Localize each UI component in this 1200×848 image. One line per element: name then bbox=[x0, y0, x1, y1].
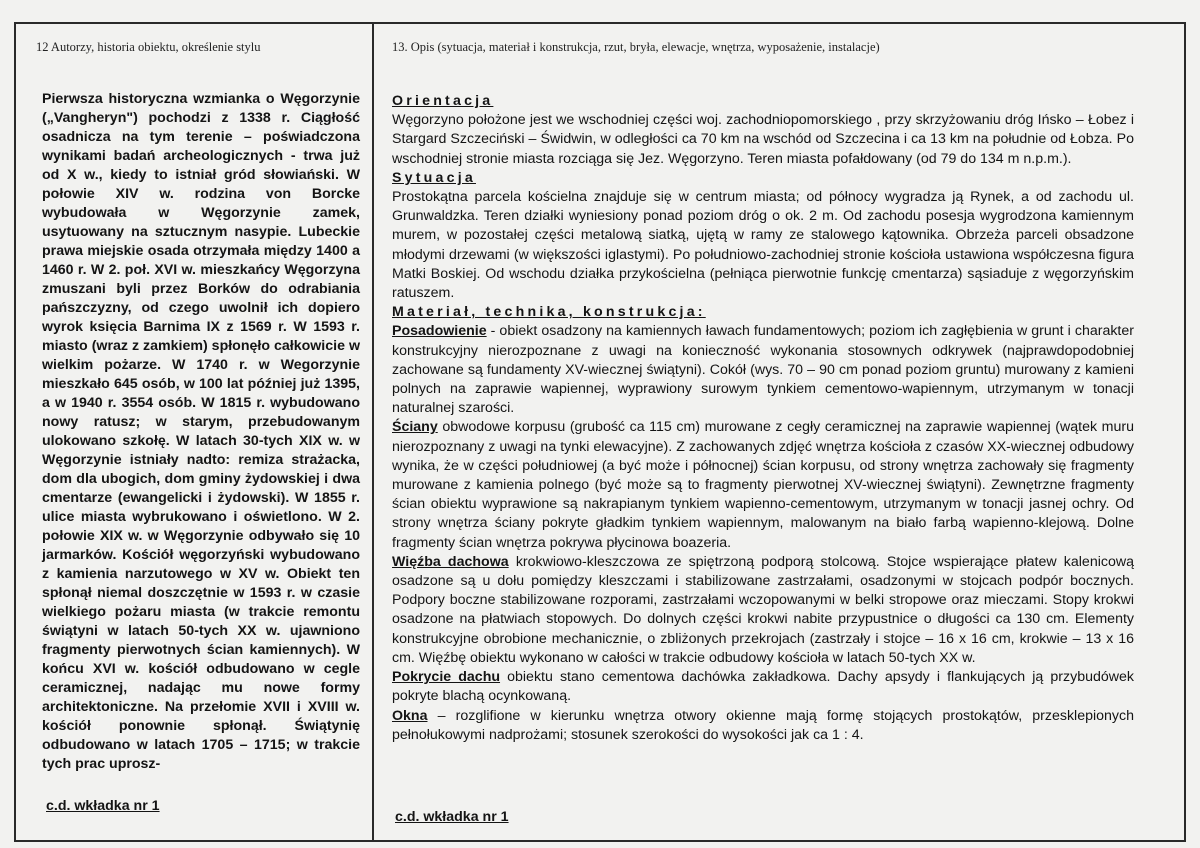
right-continued-note: c.d. wkładka nr 1 bbox=[395, 809, 509, 825]
wiezba-text: krokwiowo-kleszczowa ze spiętrzoną podporą stolcową. Stojce wspierające płatew kalenicową osadzone są u dołu pomiędzy kleszczami i stabilizowane zastrzałami, osadzonymi w stojcach podpór bocznych. Podpory boczne stabilizowane rozporami, zastrzałami wczopowanymi w belki stropowe oraz mieczami. Stopy krokwi osadzone na płatwiach stopowych. Do dolnych części krokwi nabite przypustnice o długości ca 130 cm. Elementy konstrukcyjne obrobione mechanicznie, o zbliżonych przekrojach (zastrzały i stojce – 16 x 16 cm, krokwie – 13 x 16 cm. Więźbę obiektu wykonano w całości w trakcie odbudowy kościoła w latach 50-tych XX w. bbox=[392, 553, 1134, 666]
okna-paragraph bbox=[392, 707, 1134, 745]
orientacja-text: Węgorzyno położone jest we wschodniej części woj. zachodniopomorskiego , przy skrzyżowaniu dróg Ińsko – Łobez i Stargard Szczeciński – Świdwin, w odległości ca 70 km na wschód od Szczecina i ca 13 km na południe od Łobza. Po wschodniej stronie miasta rozciąga się Jez. Węgorzyno. Teren miasta pofałdowany (od 79 do 134 m n.p.m.). bbox=[392, 112, 1134, 167]
sciany-paragraph bbox=[392, 418, 1134, 552]
sytuacja-text: Prostokątna parcela kościelna znajduje się w centrum miasta; od północy wygradza ją Rynek, a od zachodu ul. Grunwaldzka. Teren działki wyniesiony ponad poziom dróg o ok. 2 m. Od zachodu posesja wygrodzona kamiennym murem, w pozostałej części metalową siatką, ujętą w ramy ze stalowego kątownika. Obrzeża parceli obsadzone młodymi drzewami (w większości iglastymi). Po południowo-zachodniej stronie kościoła ustawiona współczesna figura Matki Boskiej. Od wschodu działka przykościelna (pełniąca pierwotnie funkcję cmentarza) sąsiaduje z węgorzyńskim ratuszem. bbox=[392, 189, 1134, 302]
left-column-header: 12 Autorzy, historia obiektu, określenie stylu bbox=[36, 40, 261, 54]
posadowienie-text: - obiekt osadzony na kamiennych ławach fundamentowych; poziom ich zagłębienia w grunt i charakter konstrukcyjny nierozpoznane z uwagi na konieczność wykonania stosownych odkrywek (najprawdopodobniej zachowane są fundamenty XV-wiecznej świątyni). Cokół (wys. 70 – 90 cm ponad poziom gruntu) murowany z kamieni polnych na zaprawie wapiennej, wyprawiony surowym tynkiem cementowo-wapiennym, utrzymanym w tonacji naturalnej szarości. bbox=[392, 323, 1134, 417]
sytuacja-heading: Sytuacja bbox=[392, 169, 476, 186]
wiezba-heading: Więźba dachowa bbox=[392, 553, 509, 570]
bottom-border bbox=[14, 840, 1186, 842]
posadowienie-heading: Posadowienie bbox=[392, 323, 487, 340]
right-column-header: 13. Opis (sytuacja, materiał i konstrukcja, rzut, bryła, elewacje, wnętrza, wyposażenie, instalacje) bbox=[392, 40, 880, 54]
okna-text: – rozglifione w kierunku wnętrza otwory okienne mają formę stojących prostokątów, przesklepionych pełnołukowymi nadprożami; stosunek szerokości do wysokości jak ca 1 : 4. bbox=[392, 707, 1134, 743]
material-heading: Materiał, technika, konstrukcja: bbox=[392, 304, 706, 321]
sciany-heading: Ściany bbox=[392, 419, 438, 436]
column-divider bbox=[372, 22, 374, 842]
posadowienie-paragraph bbox=[392, 322, 1134, 418]
right-border bbox=[1184, 22, 1186, 842]
history-text: Pierwsza historyczna wzmianka o Węgorzynie („Vangheryn") pochodzi z 1338 r. Ciągłość osadnicza na tym terenie – poświadczona wynikami badań archeologicznych - trwa już od X w., kiedy to istniał gród słowiański. W połowie XIV w. rodzina von Borcke wybudowała w Węgorzynie zamek, usytuowany na sztucznym nasypie. Lubeckie prawa miejskie osada otrzymała między 1400 a 1460 r. W 2. poł. XVI w. mieszkańcy Węgorzyna zmuszani byli przez Borków do odrabiania pańszczyzny, od czego uwolnił ich dopiero wyrok księcia Barnima IX z 1569 r. W 1593 r. miasto (wraz z zamkiem) spłonęło całkowicie w wielkim pożarze. W 1740 r. w Wegorzynie mieszkało 645 osób, w 100 lat później już 1395, a w 1940 r. 3554 osób. W 1815 r. wybudowano nowy ratusz; w starym, przebudowanym ulokowano szkołę. W latach 30-tych XIX w. w Węgorzynie istniały nadto: remiza strażacka, dom dla ubogich, dom gminy żydowskiej i dwa cmentarze (ewangelicki i żydowski). W 1855 r. ulice miasta wybrukowano i oświetlono. W 2. połowie XIX w. w Węgorzynie odbywało się 10 jarmarków. Kościół węgorzyński wybudowano z kamienia narzutowego w XV w. Obiekt ten spłonął niemal doszczętnie w 1593 r. w czasie wielkiego pożaru miasta (w trakcie remontu świątyni w latach 50-tych XX w. ujawniono fragmenty pierwotnych ścian kamiennych). W końcu XVI w. kościół odbudowano w cegle ceramicznej, nadając mu nowe formy architektoniczne. Na przełomie XVII i XVIII w. kościół ponownie spłonął. Świątynię odbudowano w latach 1705 – 1715; w trakcie tych prac uprosz- bbox=[42, 91, 360, 772]
pokrycie-heading: Pokrycie dachu bbox=[392, 669, 501, 686]
okna-heading: Okna bbox=[392, 707, 428, 724]
sciany-text: obwodowe korpusu (grubość ca 115 cm) murowane z cegły ceramicznej na zaprawie wapiennej (wątek muru nierozpoznany z uwagi na tynki elewacyjne). Z zachowanych zdjęć wnętrza kościoła z czasów XX-wiecznej odbudowy wynika, że w części południowej (a być może i północnej) ścian korpusu, od strony wnętrza zachowały się fragmenty murowane z kamienia polnego (być może są to fragmenty pierwotnej XV-wiecznej świątyni). Zewnętrzne fragmenty ścian obiektu wyprawione są nakrapianym tynkiem wapienno-cementowym, utrzymanym w tonacji jasnej ochry. Od strony wnętrza ściany pokryte gładkim tynkiem wapiennym, malowanym na biało farbą wapienno-klejową. Dolne fragmenty ścian wnętrza pokrywa płycinowa boazeria. bbox=[392, 419, 1134, 551]
orientacja-heading: Orientacja bbox=[392, 93, 494, 109]
pokrycie-text: obiektu stano cementowa dachówka zakładkowa. Dachy apsydy i flankujących ją przybudówek pokryte blachą ocynkowaną. bbox=[392, 669, 1134, 705]
top-border bbox=[14, 22, 1186, 24]
left-continued-note: c.d. wkładka nr 1 bbox=[46, 798, 160, 814]
description-body bbox=[392, 92, 1134, 745]
wiezba-paragraph bbox=[392, 553, 1134, 668]
left-border bbox=[14, 22, 16, 842]
pokrycie-paragraph bbox=[392, 668, 1134, 706]
